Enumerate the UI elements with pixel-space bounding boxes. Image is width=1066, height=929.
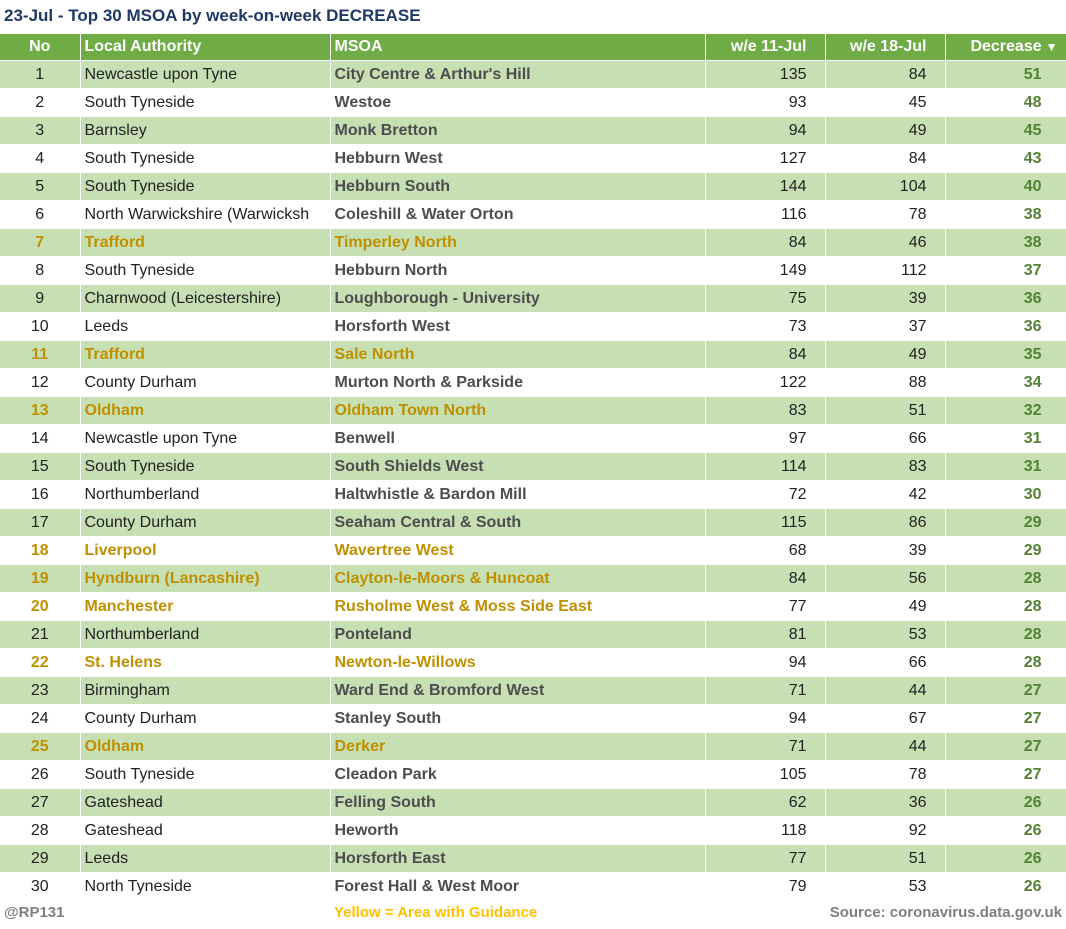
cell-local-authority: Trafford (80, 341, 330, 369)
cell-decrease: 27 (945, 705, 1066, 733)
author-handle: @RP131 (4, 904, 65, 921)
header-row (0, 34, 1066, 61)
cell-week-11-jul: 94 (705, 705, 825, 733)
cell-week-18-jul: 66 (825, 649, 945, 677)
cell-local-authority: Leeds (80, 845, 330, 873)
cell-decrease: 26 (945, 873, 1066, 901)
cell-week-11-jul: 84 (705, 565, 825, 593)
cell-no: 19 (0, 565, 80, 593)
cell-week-18-jul: 83 (825, 453, 945, 481)
column-header-decrease-label: Decrease (970, 38, 1042, 55)
cell-no: 9 (0, 285, 80, 313)
cell-week-18-jul: 56 (825, 565, 945, 593)
column-header-msoa[interactable]: MSOA (330, 34, 705, 61)
table-row (0, 425, 1066, 453)
msoa-table (0, 34, 1066, 901)
cell-no: 14 (0, 425, 80, 453)
table-row (0, 481, 1066, 509)
cell-week-18-jul: 86 (825, 509, 945, 537)
table-row (0, 313, 1066, 341)
cell-week-18-jul: 51 (825, 845, 945, 873)
cell-local-authority: St. Helens (80, 649, 330, 677)
cell-week-18-jul: 51 (825, 397, 945, 425)
cell-decrease: 30 (945, 481, 1066, 509)
cell-week-18-jul: 49 (825, 117, 945, 145)
cell-week-18-jul: 49 (825, 593, 945, 621)
cell-decrease: 28 (945, 565, 1066, 593)
cell-local-authority: Northumberland (80, 481, 330, 509)
cell-week-11-jul: 118 (705, 817, 825, 845)
table-row (0, 873, 1066, 901)
cell-week-18-jul: 92 (825, 817, 945, 845)
cell-week-18-jul: 49 (825, 341, 945, 369)
table-row (0, 201, 1066, 229)
cell-msoa: Hebburn North (330, 257, 705, 285)
cell-no: 2 (0, 89, 80, 117)
cell-local-authority: Newcastle upon Tyne (80, 61, 330, 89)
cell-week-11-jul: 83 (705, 397, 825, 425)
cell-no: 17 (0, 509, 80, 537)
table-row (0, 705, 1066, 733)
cell-week-11-jul: 105 (705, 761, 825, 789)
cell-week-18-jul: 42 (825, 481, 945, 509)
cell-decrease: 28 (945, 621, 1066, 649)
cell-msoa: Horsforth West (330, 313, 705, 341)
cell-msoa: Coleshill & Water Orton (330, 201, 705, 229)
cell-week-11-jul: 72 (705, 481, 825, 509)
cell-local-authority: County Durham (80, 705, 330, 733)
cell-no: 15 (0, 453, 80, 481)
cell-week-18-jul: 84 (825, 61, 945, 89)
cell-week-18-jul: 53 (825, 873, 945, 901)
cell-decrease: 32 (945, 397, 1066, 425)
page-title: 23-Jul - Top 30 MSOA by week-on-week DECREASE (4, 6, 421, 25)
cell-decrease: 36 (945, 285, 1066, 313)
cell-week-11-jul: 115 (705, 509, 825, 537)
table-row (0, 229, 1066, 257)
cell-msoa: Cleadon Park (330, 761, 705, 789)
cell-week-18-jul: 36 (825, 789, 945, 817)
cell-local-authority: Charnwood (Leicestershire) (80, 285, 330, 313)
cell-msoa: Felling South (330, 789, 705, 817)
cell-no: 7 (0, 229, 80, 257)
cell-local-authority: Manchester (80, 593, 330, 621)
cell-week-18-jul: 39 (825, 285, 945, 313)
cell-week-18-jul: 78 (825, 201, 945, 229)
cell-week-18-jul: 45 (825, 89, 945, 117)
cell-decrease: 27 (945, 677, 1066, 705)
cell-decrease: 31 (945, 425, 1066, 453)
cell-week-11-jul: 73 (705, 313, 825, 341)
cell-decrease: 29 (945, 537, 1066, 565)
column-header-local-authority[interactable]: Local Authority (80, 34, 330, 61)
table-row (0, 789, 1066, 817)
column-header-no[interactable]: No (0, 34, 80, 61)
cell-msoa: Hebburn West (330, 145, 705, 173)
cell-no: 22 (0, 649, 80, 677)
cell-local-authority: South Tyneside (80, 145, 330, 173)
cell-decrease: 26 (945, 789, 1066, 817)
table-row (0, 537, 1066, 565)
cell-no: 3 (0, 117, 80, 145)
cell-msoa: Rusholme West & Moss Side East (330, 593, 705, 621)
cell-week-11-jul: 97 (705, 425, 825, 453)
cell-decrease: 28 (945, 593, 1066, 621)
cell-decrease: 34 (945, 369, 1066, 397)
cell-local-authority: Gateshead (80, 817, 330, 845)
table-row (0, 453, 1066, 481)
table-row (0, 761, 1066, 789)
cell-no: 18 (0, 537, 80, 565)
cell-week-11-jul: 94 (705, 649, 825, 677)
cell-no: 30 (0, 873, 80, 901)
table-row (0, 845, 1066, 873)
cell-local-authority: South Tyneside (80, 761, 330, 789)
cell-week-18-jul: 44 (825, 677, 945, 705)
cell-local-authority: County Durham (80, 369, 330, 397)
cell-week-11-jul: 62 (705, 789, 825, 817)
column-header-week-18-jul[interactable]: w/e 18-Jul (825, 34, 945, 61)
table-row (0, 285, 1066, 313)
column-header-decrease[interactable] (945, 34, 1066, 61)
cell-week-11-jul: 114 (705, 453, 825, 481)
cell-msoa: Newton-le-Willows (330, 649, 705, 677)
cell-week-11-jul: 84 (705, 341, 825, 369)
cell-decrease: 28 (945, 649, 1066, 677)
cell-decrease: 40 (945, 173, 1066, 201)
cell-decrease: 26 (945, 845, 1066, 873)
cell-week-11-jul: 94 (705, 117, 825, 145)
cell-msoa: Oldham Town North (330, 397, 705, 425)
table-row (0, 509, 1066, 537)
table-row (0, 61, 1066, 89)
table-row (0, 621, 1066, 649)
sort-descending-icon[interactable]: ▼ (1045, 40, 1058, 54)
cell-decrease: 35 (945, 341, 1066, 369)
cell-week-11-jul: 68 (705, 537, 825, 565)
table-row (0, 593, 1066, 621)
table-row (0, 677, 1066, 705)
cell-no: 11 (0, 341, 80, 369)
cell-local-authority: Trafford (80, 229, 330, 257)
cell-decrease: 27 (945, 761, 1066, 789)
cell-no: 10 (0, 313, 80, 341)
cell-decrease: 51 (945, 61, 1066, 89)
cell-msoa: Murton North & Parkside (330, 369, 705, 397)
cell-local-authority: Newcastle upon Tyne (80, 425, 330, 453)
cell-week-11-jul: 144 (705, 173, 825, 201)
cell-week-18-jul: 112 (825, 257, 945, 285)
cell-decrease: 29 (945, 509, 1066, 537)
cell-week-11-jul: 81 (705, 621, 825, 649)
cell-no: 28 (0, 817, 80, 845)
source-credit: Source: coronavirus.data.gov.uk (829, 904, 1062, 921)
cell-decrease: 38 (945, 229, 1066, 257)
cell-week-11-jul: 84 (705, 229, 825, 257)
cell-msoa: Derker (330, 733, 705, 761)
cell-local-authority: South Tyneside (80, 173, 330, 201)
cell-local-authority: Liverpool (80, 537, 330, 565)
cell-no: 1 (0, 61, 80, 89)
cell-local-authority: Gateshead (80, 789, 330, 817)
cell-local-authority: County Durham (80, 509, 330, 537)
cell-decrease: 38 (945, 201, 1066, 229)
cell-week-18-jul: 78 (825, 761, 945, 789)
cell-week-11-jul: 77 (705, 593, 825, 621)
table-row (0, 565, 1066, 593)
cell-local-authority: Barnsley (80, 117, 330, 145)
cell-no: 12 (0, 369, 80, 397)
cell-week-11-jul: 135 (705, 61, 825, 89)
cell-local-authority: Northumberland (80, 621, 330, 649)
cell-msoa: Timperley North (330, 229, 705, 257)
cell-msoa: Loughborough - University (330, 285, 705, 313)
cell-decrease: 48 (945, 89, 1066, 117)
cell-no: 20 (0, 593, 80, 621)
cell-week-11-jul: 127 (705, 145, 825, 173)
cell-msoa: Hebburn South (330, 173, 705, 201)
cell-week-11-jul: 75 (705, 285, 825, 313)
table-row (0, 649, 1066, 677)
cell-week-11-jul: 79 (705, 873, 825, 901)
cell-week-11-jul: 93 (705, 89, 825, 117)
cell-local-authority: Leeds (80, 313, 330, 341)
cell-week-11-jul: 71 (705, 733, 825, 761)
cell-local-authority: Birmingham (80, 677, 330, 705)
cell-no: 26 (0, 761, 80, 789)
cell-no: 6 (0, 201, 80, 229)
cell-msoa: Benwell (330, 425, 705, 453)
table-row (0, 257, 1066, 285)
cell-msoa: Stanley South (330, 705, 705, 733)
cell-week-11-jul: 122 (705, 369, 825, 397)
cell-week-18-jul: 67 (825, 705, 945, 733)
cell-week-11-jul: 149 (705, 257, 825, 285)
cell-week-18-jul: 44 (825, 733, 945, 761)
cell-decrease: 43 (945, 145, 1066, 173)
cell-week-18-jul: 66 (825, 425, 945, 453)
cell-no: 21 (0, 621, 80, 649)
cell-msoa: Wavertree West (330, 537, 705, 565)
cell-week-18-jul: 53 (825, 621, 945, 649)
cell-msoa: South Shields West (330, 453, 705, 481)
cell-no: 4 (0, 145, 80, 173)
cell-msoa: Horsforth East (330, 845, 705, 873)
cell-no: 27 (0, 789, 80, 817)
cell-local-authority: Oldham (80, 397, 330, 425)
table-row (0, 173, 1066, 201)
cell-decrease: 36 (945, 313, 1066, 341)
cell-local-authority: South Tyneside (80, 89, 330, 117)
table-row (0, 145, 1066, 173)
cell-msoa: Heworth (330, 817, 705, 845)
cell-local-authority: South Tyneside (80, 257, 330, 285)
cell-week-18-jul: 84 (825, 145, 945, 173)
cell-local-authority: North Tyneside (80, 873, 330, 901)
table-row (0, 117, 1066, 145)
table-row (0, 397, 1066, 425)
cell-msoa: Forest Hall & West Moor (330, 873, 705, 901)
cell-decrease: 27 (945, 733, 1066, 761)
cell-week-18-jul: 39 (825, 537, 945, 565)
cell-no: 5 (0, 173, 80, 201)
cell-week-18-jul: 104 (825, 173, 945, 201)
cell-local-authority: Hyndburn (Lancashire) (80, 565, 330, 593)
cell-week-11-jul: 77 (705, 845, 825, 873)
cell-decrease: 26 (945, 817, 1066, 845)
cell-msoa: Ponteland (330, 621, 705, 649)
guidance-legend: Yellow = Area with Guidance (334, 904, 538, 921)
cell-local-authority: South Tyneside (80, 453, 330, 481)
table-row (0, 733, 1066, 761)
cell-decrease: 37 (945, 257, 1066, 285)
cell-week-18-jul: 88 (825, 369, 945, 397)
cell-no: 16 (0, 481, 80, 509)
cell-local-authority: North Warwickshire (Warwicksh (80, 201, 330, 229)
cell-week-11-jul: 71 (705, 677, 825, 705)
table-row (0, 369, 1066, 397)
cell-no: 23 (0, 677, 80, 705)
table-row (0, 89, 1066, 117)
cell-msoa: Monk Bretton (330, 117, 705, 145)
cell-decrease: 31 (945, 453, 1066, 481)
cell-no: 25 (0, 733, 80, 761)
cell-msoa: Westoe (330, 89, 705, 117)
cell-msoa: City Centre & Arthur's Hill (330, 61, 705, 89)
cell-decrease: 45 (945, 117, 1066, 145)
cell-msoa: Haltwhistle & Bardon Mill (330, 481, 705, 509)
column-header-week-11-jul[interactable]: w/e 11-Jul (705, 34, 825, 61)
cell-no: 24 (0, 705, 80, 733)
cell-no: 13 (0, 397, 80, 425)
cell-week-18-jul: 46 (825, 229, 945, 257)
cell-msoa: Seaham Central & South (330, 509, 705, 537)
table-row (0, 341, 1066, 369)
cell-msoa: Ward End & Bromford West (330, 677, 705, 705)
cell-local-authority: Oldham (80, 733, 330, 761)
cell-week-18-jul: 37 (825, 313, 945, 341)
cell-no: 8 (0, 257, 80, 285)
cell-no: 29 (0, 845, 80, 873)
cell-msoa: Sale North (330, 341, 705, 369)
cell-week-11-jul: 116 (705, 201, 825, 229)
cell-msoa: Clayton-le-Moors & Huncoat (330, 565, 705, 593)
table-row (0, 817, 1066, 845)
